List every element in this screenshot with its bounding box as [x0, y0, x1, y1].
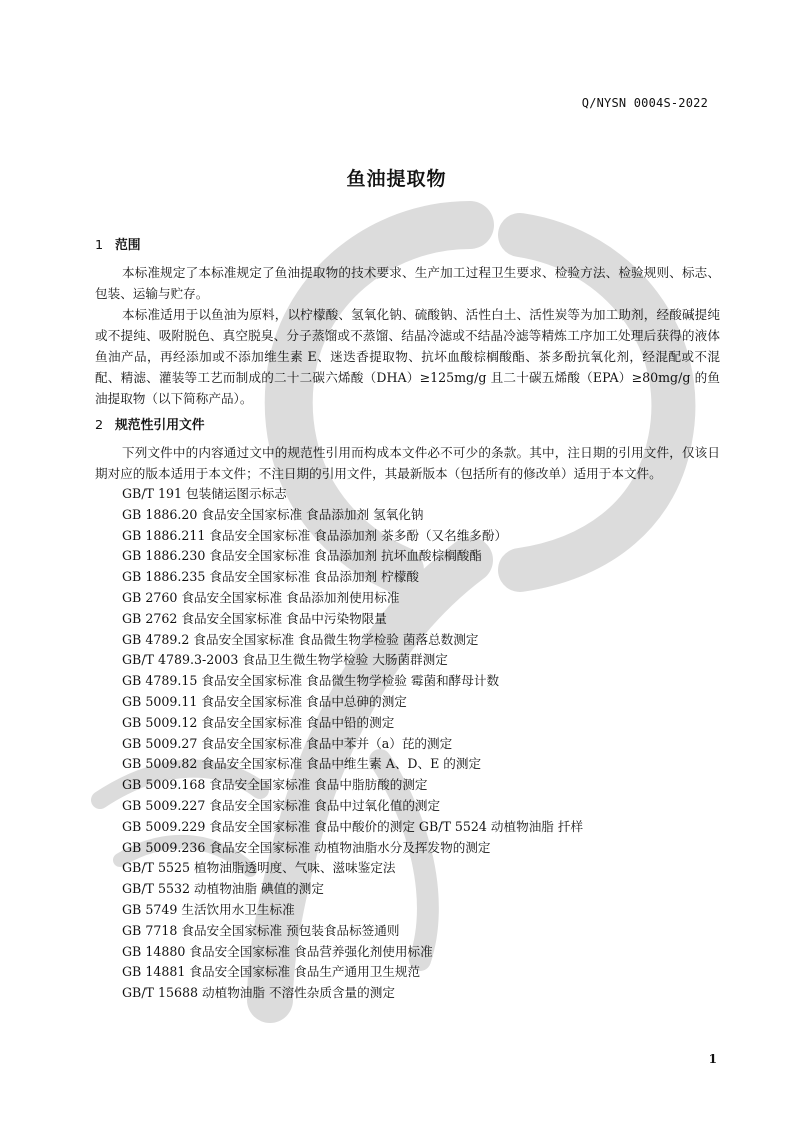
document-title: 鱼油提取物 [346, 168, 447, 190]
reference-item: GB 14880 食品安全国家标准 食品营养强化剂使用标准 [122, 943, 433, 959]
reference-item: GB 4789.2 食品安全国家标准 食品微生物学检验 菌落总数测定 [122, 631, 479, 647]
section-normative-references [95, 416, 720, 1004]
section-number: 1 [95, 238, 104, 253]
reference-item: GB 1886.20 食品安全国家标准 食品添加剂 氢氧化钠 [122, 506, 424, 522]
reference-item: GB 5009.27 食品安全国家标准 食品中苯并（a）芘的测定 [122, 735, 453, 751]
reference-item: GB 2762 食品安全国家标准 食品中污染物限量 [122, 610, 387, 626]
reference-item: GB 7718 食品安全国家标准 预包装食品标签通则 [122, 922, 400, 938]
reference-item: GB 5009.82 食品安全国家标准 食品中维生素 A、D、E 的测定 [122, 756, 482, 772]
standard-code: Q/NYSN 0004S-2022 [581, 96, 708, 110]
paragraph: 本标准规定了本标准规定了鱼油提取物的技术要求、生产加工过程卫生要求、检验方法、检验规则、标志、包装、运输与贮存。 [95, 265, 720, 301]
section-number: 2 [95, 418, 104, 433]
section-title: 范围 [115, 238, 141, 253]
reference-item: GB 1886.235 食品安全国家标准 食品添加剂 柠檬酸 [122, 569, 419, 585]
reference-item: GB 5009.168 食品安全国家标准 食品中脂肪酸的测定 [122, 777, 428, 793]
page-number: 1 [708, 1052, 717, 1066]
reference-item: GB/T 5525 植物油脂透明度、气味、滋味鉴定法 [122, 860, 396, 876]
section-heading [95, 236, 720, 256]
reference-item: GB 1886.211 食品安全国家标准 食品添加剂 茶多酚（又名维多酚） [122, 527, 508, 543]
reference-item: GB 2760 食品安全国家标准 食品添加剂使用标准 [122, 589, 400, 605]
section-heading [95, 416, 720, 436]
reference-item: GB 5749 生活饮用水卫生标准 [122, 901, 295, 917]
reference-item: GB 5009.227 食品安全国家标准 食品中过氧化值的测定 [122, 797, 441, 813]
document-body [95, 236, 720, 1004]
reference-item: GB 1886.230 食品安全国家标准 食品添加剂 抗坏血酸棕榈酸酯 [122, 548, 482, 564]
paragraph: 下列文件中的内容通过文中的规范性引用而构成本文件必不可少的条款。其中，注日期的引用文件，仅该日期对应的版本适用于本文件；不注日期的引用文件，其最新版本（包括所有的修改单）适用于本文件。 [95, 445, 720, 481]
reference-item: GB/T 15688 动植物油脂 不溶性杂质含量的测定 [122, 985, 395, 1001]
reference-item: GB/T 191 包装储运图示标志 [122, 486, 287, 501]
reference-list [95, 484, 720, 1004]
reference-item: GB 4789.15 食品安全国家标准 食品微生物学检验 霉菌和酵母计数 [122, 673, 500, 689]
reference-item: GB/T 5532 动植物油脂 碘值的测定 [122, 881, 324, 897]
reference-item: GB 14881 食品安全国家标准 食品生产通用卫生规范 [122, 964, 421, 980]
reference-item: GB 5009.236 食品安全国家标准 动植物油脂水分及挥发物的测定 [122, 839, 491, 855]
reference-item: GB/T 4789.3-2003 食品卫生微生物学检验 大肠菌群测定 [122, 652, 448, 668]
paragraph: 本标准适用于以鱼油为原料，以柠檬酸、氢氧化钠、硫酸钠、活性白土、活性炭等为加工助剂，经酸碱提纯或不提纯、吸附脱色、真空脱臭、分子蒸馏或不蒸馏、结晶冷滤或不结晶冷滤等精炼工序加工处理后获得的液体鱼油产品，再经添加或不添加维生素 E、迷迭香提取物、抗坏血酸棕榈酸酯、茶多酚抗氧化剂，经混配或不混配、精滤、灌装等工艺而制成的二十二碳六烯酸（DHA）≥125mg/g 且二十碳五烯酸（EPA）≥80mg/g 的鱼油提取物（以下简称产品）。 [95, 307, 720, 406]
reference-item: GB 5009.11 食品安全国家标准 食品中总砷的测定 [122, 693, 407, 709]
section-scope [95, 236, 720, 409]
section-title: 规范性引用文件 [115, 418, 205, 433]
reference-item: GB 5009.12 食品安全国家标准 食品中铅的测定 [122, 714, 395, 730]
reference-item: GB 5009.229 食品安全国家标准 食品中酸价的测定 GB/T 5524 动植物油脂 扦样 [122, 818, 584, 834]
